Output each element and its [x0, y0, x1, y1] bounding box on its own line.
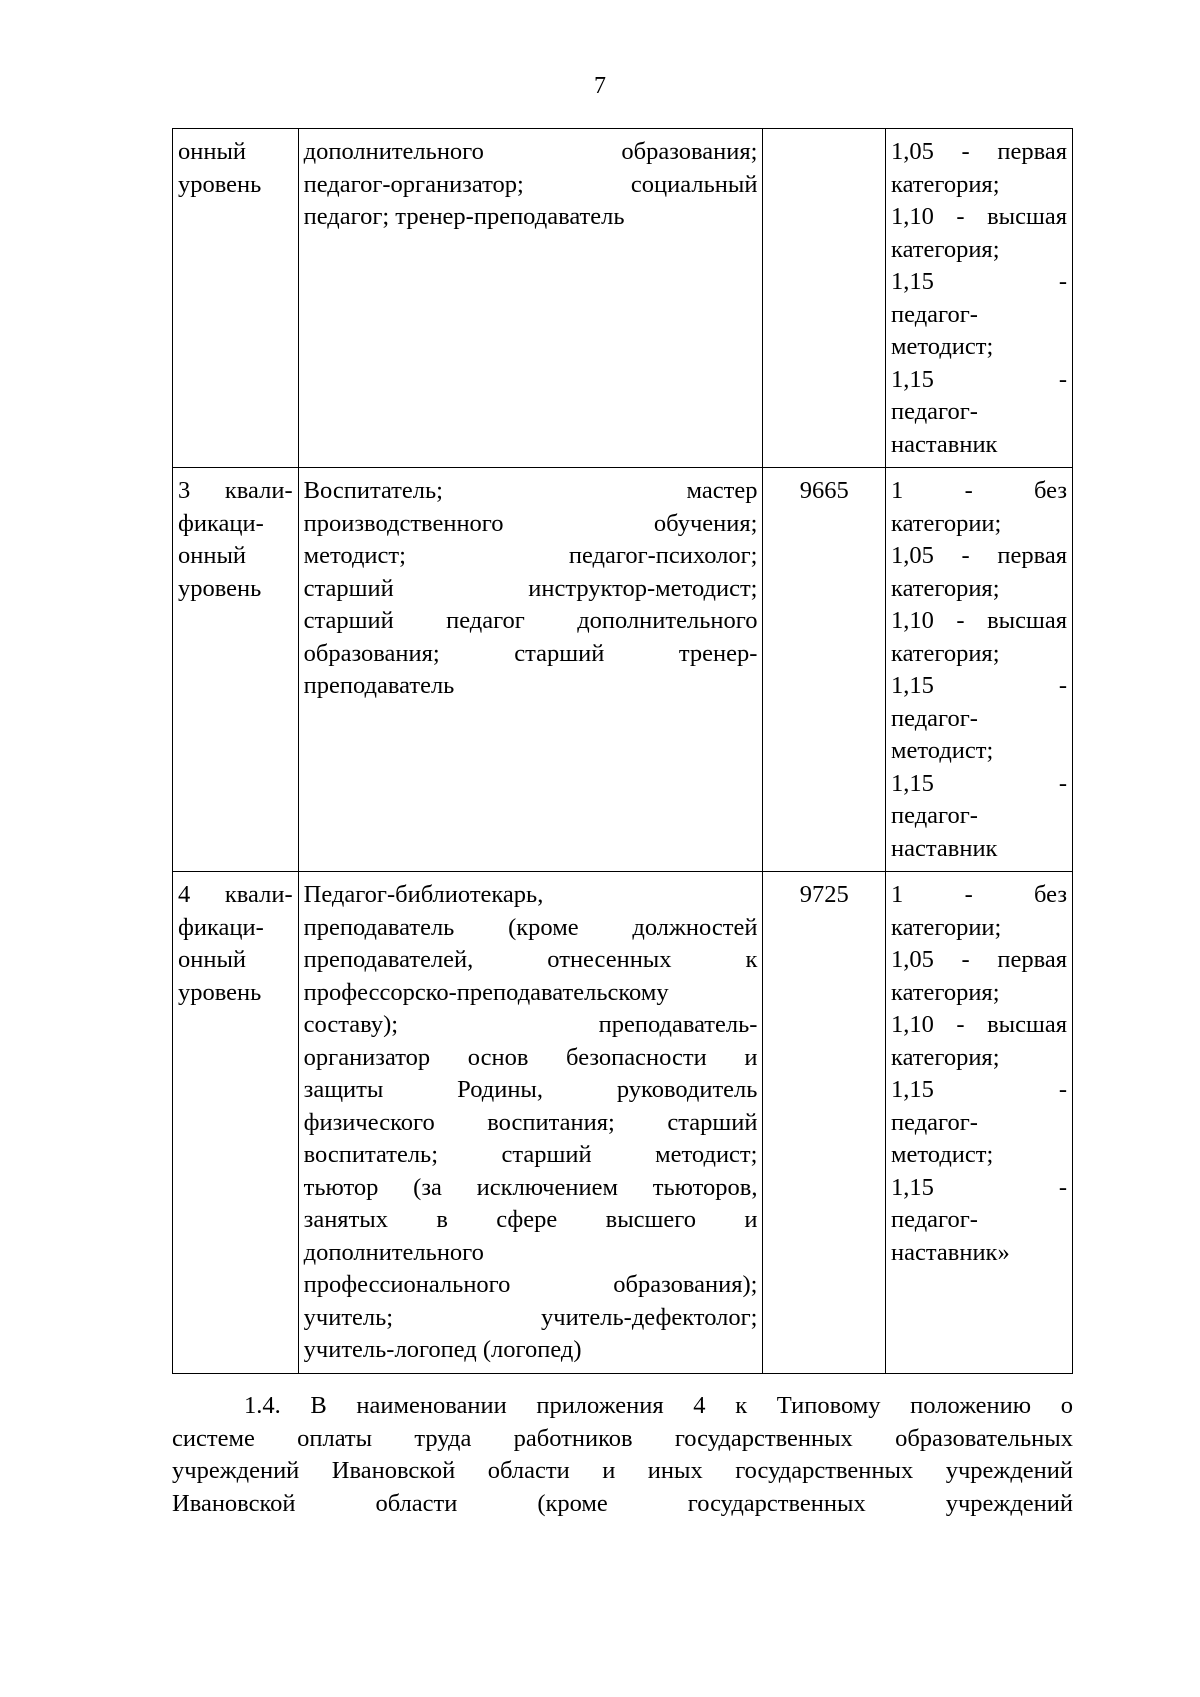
- paragraph-line: учреждений Ивановской области и иных государственных учреждений: [172, 1457, 1073, 1484]
- paragraph-line: Ивановской области (кроме государственных учреждений: [172, 1489, 1073, 1517]
- paragraph-line: системе оплаты труда работников государственных образовательных: [172, 1424, 1073, 1452]
- coefficient-line: педагог-: [891, 1206, 978, 1233]
- table-row: [173, 872, 1073, 1374]
- positions-line: педагог-организатор; социальный: [303, 170, 758, 198]
- coefficient-line: педагог-: [891, 398, 978, 425]
- coefficient-line: категория;: [891, 170, 1000, 198]
- table-row: [173, 468, 1073, 872]
- positions-cell: [298, 129, 763, 468]
- coefficient-line: категория;: [891, 978, 1000, 1006]
- qualification-level-line: 3 квали-: [178, 477, 293, 504]
- positions-line: педагог; тренер-преподаватель: [303, 203, 625, 230]
- positions-line: тьютор (за исключением тьюторов,: [303, 1173, 758, 1201]
- coefficient-line: 1,05 - первая: [891, 946, 1067, 973]
- coefficient-line: 1,15 -: [891, 769, 1067, 797]
- qualification-level-line: фикаци-: [178, 509, 264, 537]
- positions-line: воспитатель; старший методист;: [303, 1141, 758, 1168]
- coefficient-line: 1 - без: [891, 477, 1067, 504]
- coefficient-line: методист;: [891, 333, 994, 360]
- coefficient-line: педагог-: [891, 802, 978, 829]
- positions-line: учитель; учитель-дефектолог;: [303, 1303, 758, 1331]
- coefficient-line: методист;: [891, 737, 994, 764]
- coefficient-line: педагог-: [891, 1108, 978, 1136]
- positions-line: занятых в сфере высшего и: [303, 1206, 758, 1233]
- coefficient-line: 1,15 -: [891, 1173, 1067, 1201]
- coefficient-line: 1,15 -: [891, 672, 1067, 699]
- positions-line: профессионального образования);: [303, 1271, 758, 1298]
- coefficient-line: педагог-: [891, 300, 978, 328]
- positions-line: старший педагог дополнительного: [303, 607, 758, 634]
- qualification-level-cell: [173, 468, 299, 872]
- coefficient-line: методист;: [891, 1141, 994, 1168]
- qualification-level-line: уровень: [178, 978, 262, 1006]
- coefficient-line: категория;: [891, 574, 1000, 602]
- salary-cell: [763, 468, 886, 872]
- page-number: 7: [594, 73, 606, 99]
- positions-line: преподаватель: [303, 672, 455, 699]
- qualification-level-cell: [173, 129, 299, 468]
- coefficient-line: 1,10 - высшая: [891, 607, 1067, 634]
- qualification-level-line: онный: [178, 138, 247, 165]
- qualification-level-line: 4 квали-: [178, 881, 293, 908]
- positions-cell: [298, 468, 763, 872]
- coefficient-line: 1,10 - высшая: [891, 1011, 1067, 1038]
- qualification-level-line: уровень: [178, 170, 262, 198]
- coefficient-line: 1,05 - первая: [891, 542, 1067, 569]
- coefficients-cell: [886, 872, 1073, 1374]
- coefficient-line: 1,15 -: [891, 268, 1067, 295]
- coefficient-line: наставник: [891, 430, 998, 458]
- positions-line: Воспитатель; мастер: [303, 477, 758, 504]
- salary-cell: [763, 872, 886, 1374]
- coefficient-line: категория;: [891, 639, 1000, 667]
- positions-line: физического воспитания; старший: [303, 1108, 758, 1136]
- positions-line: защиты Родины, руководитель: [303, 1076, 758, 1103]
- positions-line: Педагог-библиотекарь,: [303, 881, 544, 908]
- salary-cell: [763, 129, 886, 468]
- qualification-level-line: уровень: [178, 574, 262, 602]
- salary-table-body: [173, 129, 1073, 1374]
- coefficient-line: 1,10 - высшая: [891, 203, 1067, 230]
- positions-line: старший инструктор-методист;: [303, 574, 758, 602]
- coefficient-line: категория;: [891, 235, 1000, 263]
- coefficient-line: 1,15 -: [891, 365, 1067, 393]
- salary-value: 9665: [799, 477, 849, 504]
- positions-line: дополнительного: [303, 1238, 484, 1266]
- paragraph-1-4: [172, 1390, 1073, 1520]
- coefficient-line: 1 - без: [891, 881, 1067, 908]
- qualification-level-line: онный: [178, 542, 247, 569]
- coefficient-line: наставник»: [891, 1238, 1010, 1266]
- coefficient-line: категория;: [891, 1043, 1000, 1071]
- positions-line: дополнительного образования;: [303, 138, 758, 165]
- positions-line: организатор основ безопасности и: [303, 1043, 758, 1071]
- positions-line: преподавателей, отнесенных к: [303, 946, 758, 973]
- positions-line: образования; старший тренер-: [303, 639, 758, 667]
- qualification-level-cell: [173, 872, 299, 1374]
- coefficient-line: категории;: [891, 509, 1002, 537]
- coefficients-cell: [886, 129, 1073, 468]
- qualification-level-line: онный: [178, 946, 247, 973]
- coefficient-line: категории;: [891, 913, 1002, 941]
- positions-cell: [298, 872, 763, 1374]
- coefficient-line: 1,15 -: [891, 1076, 1067, 1103]
- salary-value: 9725: [799, 881, 849, 908]
- positions-line: учитель-логопед (логопед): [303, 1336, 582, 1363]
- positions-line: составу); преподаватель-: [303, 1011, 758, 1038]
- positions-line: преподаватель (кроме должностей: [303, 913, 758, 941]
- positions-line: профессорско-преподавательскому: [303, 978, 669, 1006]
- positions-line: производственного обучения;: [303, 509, 758, 537]
- table-row: [173, 129, 1073, 468]
- coefficient-line: педагог-: [891, 704, 978, 732]
- salary-table: [172, 128, 1073, 1374]
- coefficient-line: наставник: [891, 834, 998, 862]
- coefficient-line: 1,05 - первая: [891, 138, 1067, 165]
- qualification-level-line: фикаци-: [178, 913, 264, 941]
- positions-line: методист; педагог-психолог;: [303, 542, 758, 569]
- paragraph-line: 1.4. В наименовании приложения 4 к Типовому положению о: [244, 1392, 1073, 1419]
- coefficients-cell: [886, 468, 1073, 872]
